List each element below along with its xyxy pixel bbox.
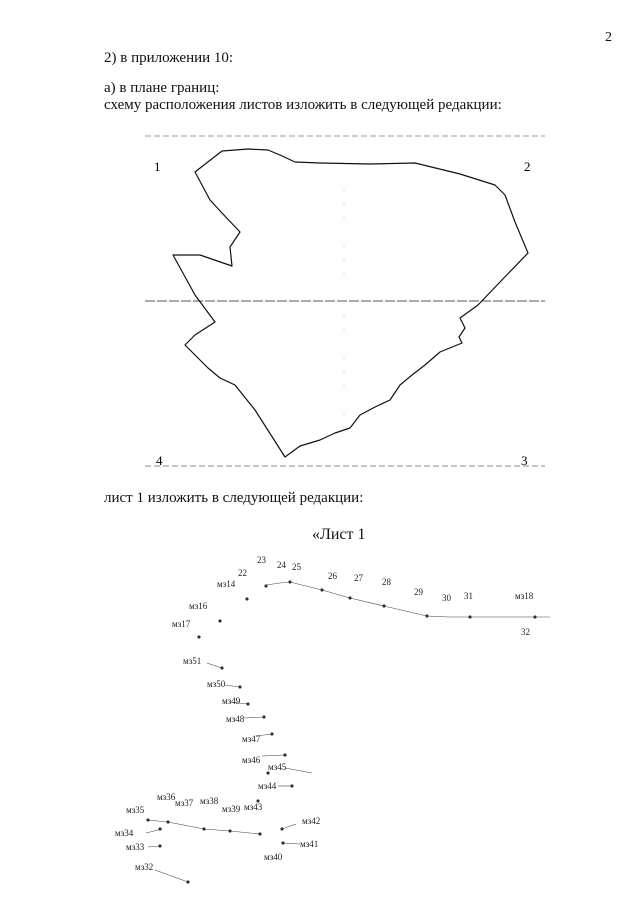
point-label: мз41 [300,839,319,849]
point-label: 23 [257,555,266,565]
sheet1-title: «Лист 1 [312,526,366,543]
point-label: мз18 [515,591,534,601]
boundary-line-36-40 [148,820,260,834]
point-label: 22 [238,568,247,578]
point-label: 32 [521,627,530,637]
corner-label-2: 2 [524,159,531,174]
point-label: мз37 [175,798,194,808]
point-label: мз38 [200,796,219,806]
point-label: 24 [277,560,286,570]
boundary-outline [173,149,528,457]
point-label: мз36 [157,792,176,802]
point-label: мз50 [207,679,226,689]
point-label: мз35 [126,805,145,815]
item-a-heading: а) в плане границ: [104,80,220,96]
point-label: 26 [328,571,337,581]
point-label: мз46 [242,755,261,765]
point-label: мз16 [189,601,208,611]
point-label: мз43 [244,802,263,812]
point-label: мз17 [172,619,191,629]
item-a-text: схему расположения листов изложить в следующей редакции: [104,97,502,113]
point-label: 28 [382,577,391,587]
point-label: мз42 [302,816,321,826]
point-label: мз14 [217,579,236,589]
sheet1-caption: лист 1 изложить в следующей редакции: [104,490,364,506]
point-label: мз49 [222,696,241,706]
point-label: мз32 [135,862,154,872]
point-label: 27 [354,573,363,583]
point-label: мз45 [268,762,287,772]
corner-label-4: 4 [156,453,163,468]
point-label: мз47 [242,734,261,744]
point-label: мз51 [183,656,202,666]
sheet1-point-labels [115,555,534,872]
item-2-heading: 2) в приложении 10: [104,50,234,66]
page-number: 2 [605,30,612,45]
point-label: 31 [464,591,473,601]
point-label: мз33 [126,842,145,852]
point-label: мз39 [222,804,241,814]
point-label: мз44 [258,781,277,791]
corner-label-1: 1 [154,159,161,174]
corner-label-3: 3 [521,453,528,468]
point-label: 29 [414,587,423,597]
point-label: мз40 [264,852,283,862]
boundary-line-24-32 [266,582,550,617]
point-label: 30 [442,593,451,603]
sheet1-drawing [146,581,550,884]
point-label: 25 [292,562,301,572]
point-label: мз34 [115,828,134,838]
point-label: мз48 [226,714,245,724]
